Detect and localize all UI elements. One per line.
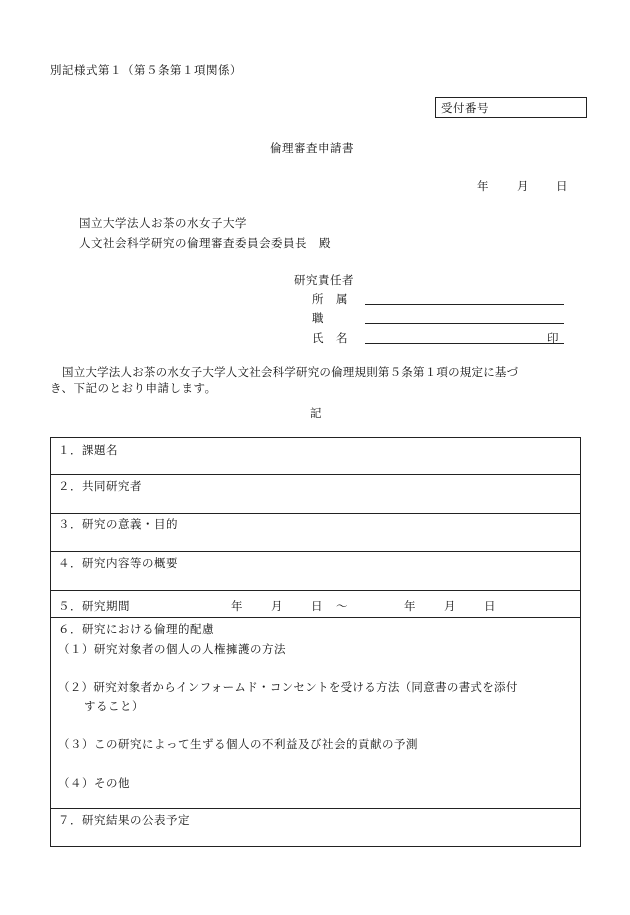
period-end-month: 月: [444, 599, 456, 613]
item-6-sub-3: （３）この研究によって生ずる個人の不利益及び社会的貢献の予測: [58, 737, 418, 751]
name-label: 氏 名: [312, 331, 348, 345]
intro-text-line-1: 国立大学法人お茶の水女子大学人文社会科学研究の倫理規則第５条第１項の規定に基づ: [62, 365, 519, 379]
intro-text-line-2: き、下記のとおり申請します。: [50, 381, 217, 395]
date-year-label: 年: [477, 179, 489, 193]
item-6-sub-2-line-1: （２）研究対象者からインフォームド・コンセントを受ける方法（同意書の書式を添付: [58, 680, 518, 694]
affiliation-label: 所 属: [312, 292, 348, 306]
row-divider: [50, 551, 581, 552]
seal-mark: 印: [547, 331, 559, 345]
period-start-year: 年: [231, 599, 243, 613]
item-6-sub-4: （４）その他: [58, 776, 130, 790]
name-field[interactable]: [365, 343, 564, 344]
position-label: 職: [312, 311, 324, 325]
ki-heading: 記: [310, 406, 322, 420]
form-reference: 別記様式第１（第５条第１項関係）: [50, 63, 242, 77]
reception-number-label: 受付番号: [441, 101, 489, 115]
item-6-label: ６．研究における倫理的配慮: [58, 622, 214, 636]
applicant-heading: 研究責任者: [294, 273, 354, 287]
affiliation-field[interactable]: [365, 304, 564, 305]
item-6-sub-2-line-2: すること）: [84, 699, 144, 713]
item-4-label: ４．研究内容等の概要: [58, 556, 178, 570]
item-2-label: ２．共同研究者: [58, 479, 142, 493]
document-title: 倫理審査申請書: [270, 141, 354, 155]
row-divider: [50, 590, 581, 591]
addressee-line-2: 人文社会科学研究の倫理審査委員会委員長 殿: [79, 236, 331, 250]
row-divider: [50, 474, 581, 475]
row-divider: [50, 617, 581, 618]
item-1-label: １．課題名: [58, 443, 118, 457]
period-start-day: 日: [311, 599, 323, 613]
row-divider: [50, 808, 581, 809]
item-7-label: ７．研究結果の公表予定: [58, 813, 190, 827]
addressee-line-1: 国立大学法人お茶の水女子大学: [79, 216, 247, 230]
item-3-label: ３．研究の意義・目的: [58, 517, 178, 531]
reception-number-box[interactable]: [435, 97, 587, 118]
position-field[interactable]: [365, 323, 564, 324]
period-tilde: ～: [336, 599, 348, 613]
date-month-label: 月: [517, 179, 529, 193]
period-end-day: 日: [484, 599, 496, 613]
row-divider: [50, 513, 581, 514]
period-end-year: 年: [404, 599, 416, 613]
date-day-label: 日: [556, 179, 568, 193]
item-6-sub-1: （１）研究対象者の個人の人権擁護の方法: [58, 642, 286, 656]
period-start-month: 月: [271, 599, 283, 613]
item-5-label: ５．研究期間: [58, 599, 130, 613]
